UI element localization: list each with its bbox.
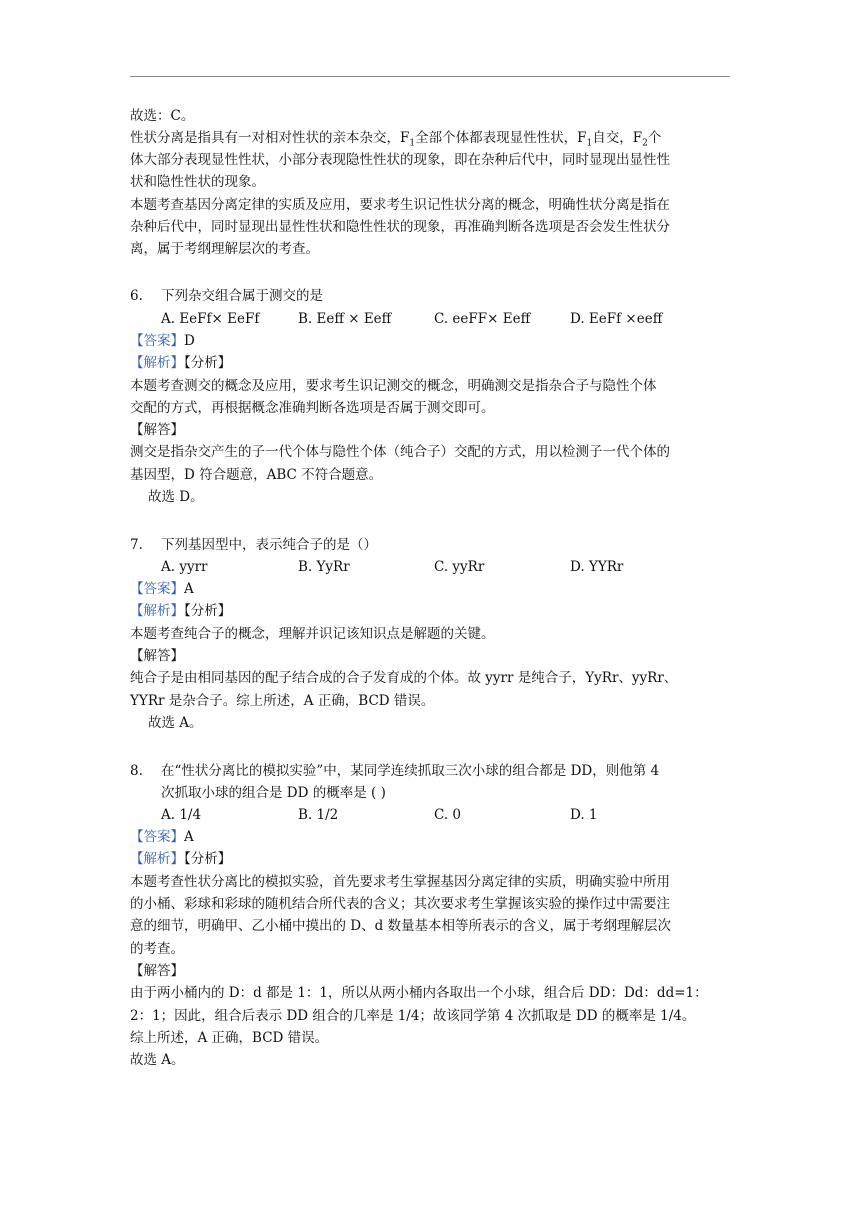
option-b: B. Eeff × Eeff: [298, 311, 392, 327]
question-text-cont: 次抓取小球的组合是 DD 的概率是 ( ): [161, 785, 386, 801]
fenxi-tag: 【分析】: [184, 851, 232, 867]
analysis-line: 的小桶、彩球和彩球的随机结合所代表的含义；其次要求考生掌握该实验的操作过中需要注: [130, 896, 670, 912]
option-c: C. eeFF× Eeff: [434, 311, 531, 327]
solution-line: 基因型，D 符合题意，ABC 不符合题意。: [130, 467, 383, 483]
option-b: B. 1/2: [298, 807, 339, 823]
fenxi-tag: 【分析】: [184, 355, 232, 371]
answer-value: A: [184, 829, 194, 845]
answer-value: A: [184, 581, 194, 597]
prev-p1-line1: 性状分离是指具有一对相对性状的亲本杂交，$F_1$全部个体都表现显性性状，$F_1$自交，$F_2$个: [130, 130, 662, 149]
answer-line: [130, 332, 195, 350]
analysis-tag: 【解析】: [130, 603, 184, 619]
analysis-header: [130, 354, 231, 372]
answer-line: [130, 828, 194, 846]
question-number: 7.: [130, 537, 143, 553]
select-line: 故选 A。: [148, 715, 203, 731]
analysis-line: 意的细节，明确甲、乙小桶中摸出的 D、d 数量基本相等所表示的含义，属于考纲理解层次: [130, 918, 672, 934]
question-text: 下列基因型中，表示纯合子的是（）: [161, 537, 377, 553]
solution-line: 综上所述，A 正确，BCD 错误。: [130, 1030, 329, 1046]
analysis-tag: 【解析】: [130, 355, 184, 371]
analysis-header: [130, 602, 231, 620]
fenxi-tag: 【分析】: [184, 603, 232, 619]
option-c: C. yyRr: [434, 559, 485, 575]
solution-tag: 【解答】: [130, 963, 184, 979]
option-a: A. yyrr: [161, 559, 208, 575]
answer-tag: 【答案】: [130, 581, 184, 597]
option-d: D. EeFf ×eeff: [570, 311, 663, 327]
question-text: 在“性状分离比的模拟实验”中，某同学连续抓取三次小球的组合都是 DD，则他第 4: [161, 763, 660, 779]
option-a: A. 1/4: [161, 807, 202, 823]
select-line: 故选 D。: [148, 489, 204, 505]
solution-line: 2：1；因此，组合后表示 DD 组合的几率是 1/4；故该同学第 4 次抓取是 DD 的概率是 1/4。: [130, 1008, 696, 1024]
solution-tag: 【解答】: [130, 648, 184, 664]
solution-line: 测交是指杂交产生的子一代个体与隐性个体（纯合子）交配的方式，用以检测子一代个体的: [130, 444, 670, 460]
option-b: B. YyRr: [298, 559, 350, 575]
analysis-header: [130, 850, 231, 868]
question-number: 8.: [130, 763, 143, 779]
option-d: D. 1: [570, 807, 598, 823]
solution-tag: 【解答】: [130, 422, 184, 438]
prev-p1-line3: 状和隐性性状的现象。: [130, 174, 265, 190]
solution-line: 由于两小桶内的 D：d 都是 1：1，所以从两小桶内各取出一个小球，组合后 DD：Dd：dd=1：: [130, 985, 708, 1001]
answer-value: D: [184, 333, 195, 349]
solution-line: YYRr 是杂合子。综上所述，A 正确，BCD 错误。: [130, 693, 435, 709]
prev-p2-line2: 杂种后代中，同时显现出显性性状和隐性性状的现象，再准确判断各选项是否会发生性状分: [130, 219, 670, 235]
answer-line: [130, 580, 194, 598]
analysis-line: 的考查。: [130, 941, 184, 957]
option-a: A. EeFf× EeFf: [161, 311, 260, 327]
prev-p1-line2: 体大部分表现显性性状，小部分表现隐性性状的现象，即在杂种后代中，同时显现出显性性: [130, 152, 670, 168]
option-c: C. 0: [434, 807, 462, 823]
solution-line: 纯合子是由相同基因的配子结合成的合子发育成的个体。故 yyrr 是纯合子，YyRr、yyRr、: [130, 670, 678, 686]
option-d: D. YYRr: [570, 559, 624, 575]
analysis-line: 本题考查性状分离比的模拟实验，首先要求考生掌握基因分离定律的实质，明确实验中所用: [130, 874, 670, 890]
analysis-tag: 【解析】: [130, 851, 184, 867]
question-number: 6.: [130, 288, 143, 304]
select-line: 故选 A。: [130, 1052, 185, 1068]
header-rule: [130, 76, 730, 77]
question-text: 下列杂交组合属于测交的是: [161, 288, 323, 304]
analysis-line: 交配的方式，再根据概念准确判断各选项是否属于测交即可。: [130, 400, 495, 416]
analysis-line: 本题考查纯合子的概念，理解并识记该知识点是解题的关键。: [130, 626, 495, 642]
analysis-line: 本题考查测交的概念及应用，要求考生识记测交的概念，明确测交是指杂合子与隐性个体: [130, 378, 657, 394]
answer-tag: 【答案】: [130, 829, 184, 845]
prev-p2-line3: 离，属于考纲理解层次的考查。: [130, 241, 319, 257]
prev-select: 故选：C。: [130, 108, 195, 124]
prev-p2-line1: 本题考查基因分离定律的实质及应用，要求考生识记性状分离的概念，明确性状分离是指在: [130, 197, 670, 213]
answer-tag: 【答案】: [130, 333, 184, 349]
